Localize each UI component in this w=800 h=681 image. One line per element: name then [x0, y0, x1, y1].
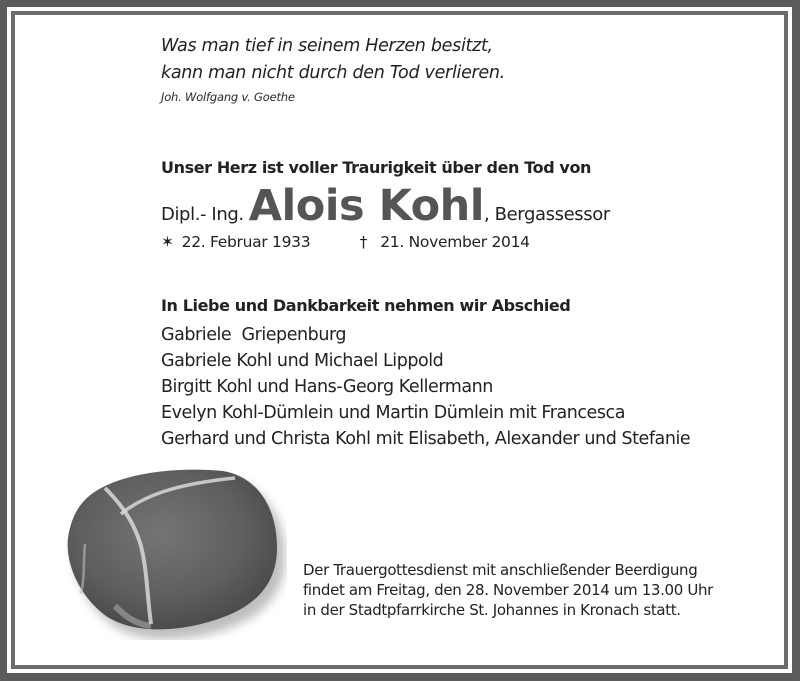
birth-date: 22. Februar 1933 [181, 233, 311, 251]
quote-line: Was man tief in seinem Herzen besitzt, [161, 36, 493, 56]
title-prefix: Dipl.- Ing. [161, 204, 244, 225]
mourner-entry: Gabriele Griepenburg [161, 325, 347, 345]
death-date: 21. November 2014 [380, 233, 530, 251]
stone-image [55, 466, 287, 640]
service-line: findet am Freitag, den 28. November 2014 um 13.00 Uhr [303, 581, 713, 599]
mourner-entry: Evelyn Kohl-Dümlein und Martin Dümlein mit Francesca [161, 403, 625, 423]
service-line: Der Trauergottesdienst mit anschließender Beerdigung [303, 561, 698, 579]
deceased-name: Alois Kohl [248, 181, 485, 231]
mourner-entry: Birgitt Kohl und Hans-Georg Kellermann [161, 377, 493, 397]
quote [161, 33, 505, 87]
birth-star-icon: ✶ [161, 233, 174, 251]
quote-author: Joh. Wolfgang v. Goethe [161, 90, 295, 104]
mourners-list [161, 322, 690, 452]
announcement-intro: Unser Herz ist voller Traurigkeit über den Tod von [161, 158, 592, 177]
death-cross-icon: † [359, 233, 368, 251]
life-dates [161, 233, 530, 251]
deceased-name-line [161, 182, 610, 230]
mourner-entry: Gerhard und Christa Kohl mit Elisabeth, Alexander und Stefanie [161, 429, 691, 449]
quote-line: kann man nicht durch den Tod verlieren. [161, 63, 505, 83]
mourner-entry: Gabriele Kohl und Michael Lippold [161, 351, 444, 371]
service-line: in der Stadtpfarrkirche St. Johannes in Kronach statt. [303, 601, 681, 619]
title-suffix: , Bergassessor [484, 204, 610, 225]
mourners-heading: In Liebe und Dankbarkeit nehmen wir Abschied [161, 296, 571, 315]
funeral-service-info [303, 560, 713, 620]
